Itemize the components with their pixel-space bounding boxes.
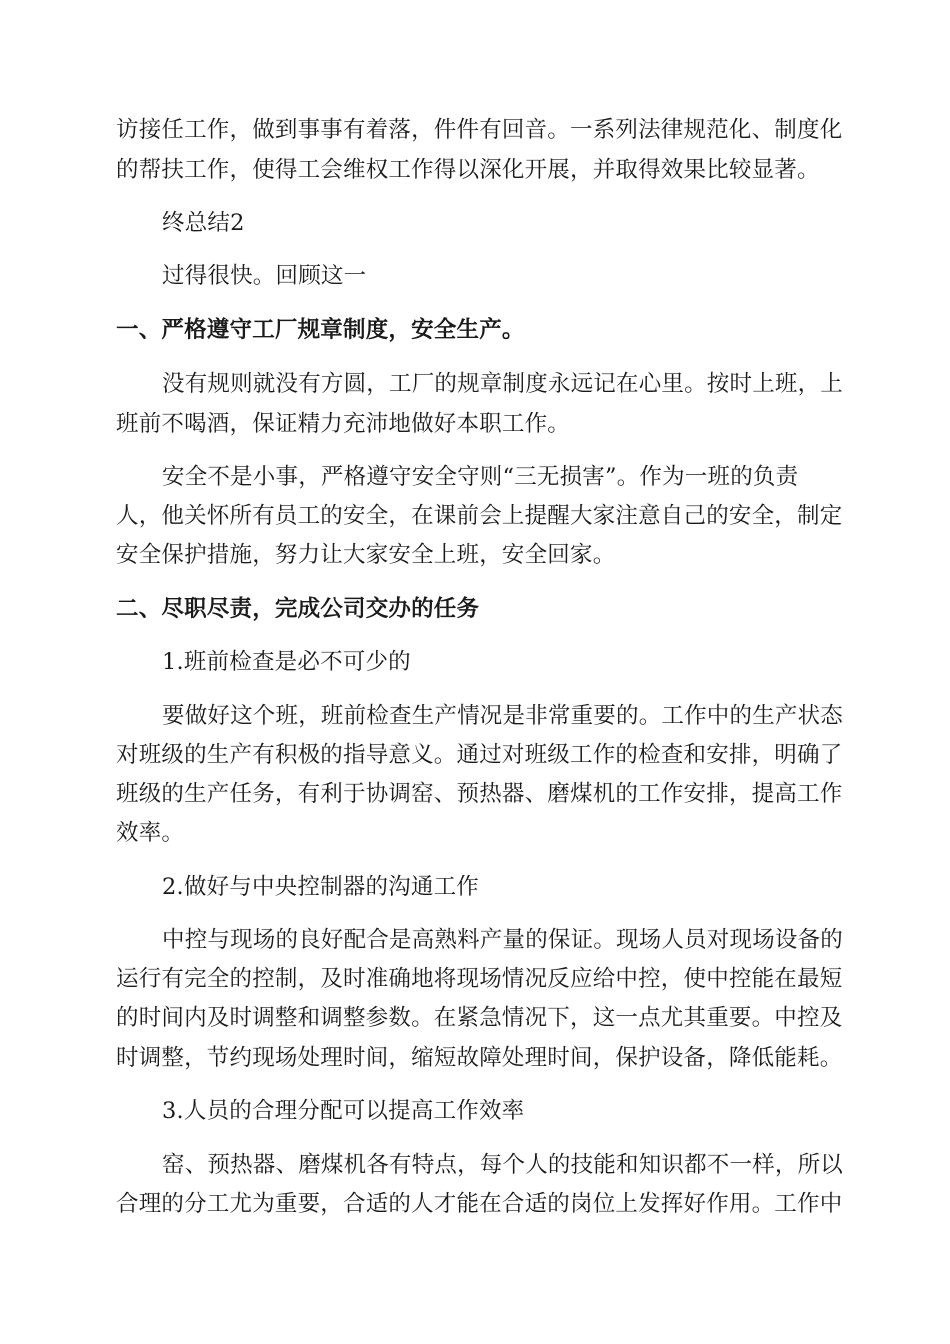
paragraph-line: 过得很快。回顾这一 — [162, 263, 367, 289]
subheading: 2.做好与中央控制器的沟通工作 — [162, 874, 479, 900]
paragraph-line: 访接任工作，做到事事有着落，件件有回音。一系列法律规范化、制度化 — [116, 117, 843, 143]
paragraph-line: 合理的分工尤为重要，合适的人才能在合适的岗位上发挥好作用。工作中 — [116, 1191, 843, 1217]
paragraph-line: 中控与现场的良好配合是高熟料产量的保证。现场人员对现场设备的 — [162, 927, 844, 953]
section-heading-1: 一、严格遵守工厂规章制度，安全生产。 — [116, 317, 525, 343]
paragraph-line: 安全保护措施，努力让大家安全上班，安全回家。 — [116, 542, 616, 568]
paragraph-line: 时调整，节约现场处理时间，缩短故障处理时间，保护设备，降低能耗。 — [116, 1045, 843, 1071]
paragraph-line: 效率。 — [116, 820, 185, 846]
paragraph-line: 的帮扶工作，使得工会维权工作得以深化开展，并取得效果比较显著。 — [116, 157, 820, 183]
section-heading-2: 二、尽职尽责，完成公司交办的任务 — [116, 596, 480, 622]
paragraph-line: 要做好这个班，班前检查生产情况是非常重要的。工作中的生产状态 — [162, 703, 844, 729]
paragraph-line: 班级的生产任务，有利于协调窑、预热器、磨煤机的工作安排，提高工作 — [116, 781, 843, 807]
paragraph-line: 班前不喝酒，保证精力充沛地做好本职工作。 — [116, 411, 571, 437]
paragraph-line: 安全不是小事，严格遵守安全守则“三无损害”。作为一班的负责 — [162, 464, 799, 490]
paragraph-line: 运行有完全的控制，及时准确地将现场情况反应给中控，使中控能在最短 — [116, 966, 843, 992]
subheading: 3.人员的合理分配可以提高工作效率 — [162, 1098, 525, 1124]
subheading: 1.班前检查是必不可少的 — [162, 649, 411, 675]
paragraph-line: 窑、预热器、磨煤机各有特点，每个人的技能和知识都不一样，所以 — [162, 1152, 844, 1178]
paragraph-line: 对班级的生产有积极的指导意义。通过对班级工作的检查和安排，明确了 — [116, 742, 843, 768]
paragraph-line: 的时间内及时调整和调整参数。在紧急情况下，这一点尤其重要。中控及 — [116, 1005, 843, 1031]
subtitle: 终总结2 — [162, 210, 245, 236]
paragraph-line: 人，他关怀所有员工的安全，在课前会上提醒大家注意自己的安全，制定 — [116, 503, 843, 529]
paragraph-line: 没有规则就没有方圆，工厂的规章制度永远记在心里。按时上班，上 — [162, 371, 844, 397]
